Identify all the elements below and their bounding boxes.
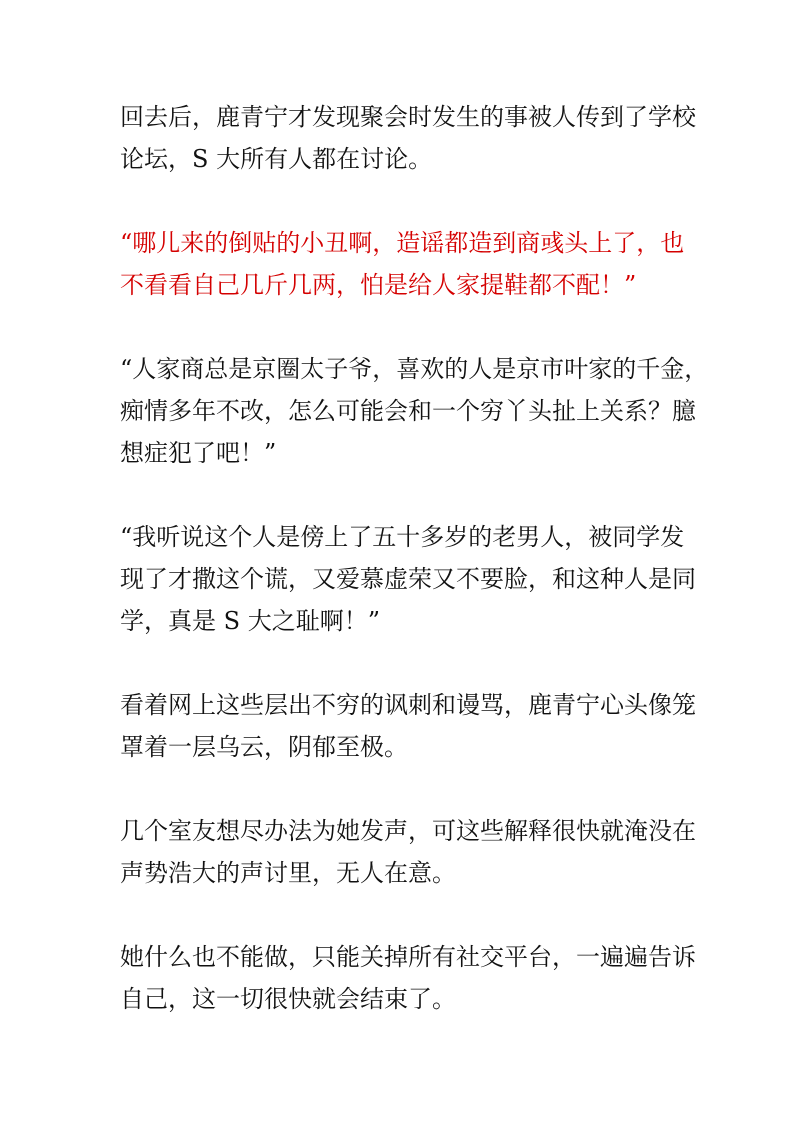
paragraph-3-quote (120, 348, 709, 474)
paragraph-7 (120, 936, 696, 1020)
paragraph-line: 声势浩大的声讨里，无人在意。 (120, 859, 456, 887)
paragraph-line: 几个室友想尽办法为她发声，可这些解释很快就淹没在 (120, 817, 696, 845)
paragraph-line: “我听说这个人是傍上了五十多岁的老男人，被同学发 (120, 523, 685, 551)
paragraph-line: 自己，这一切很快就会结束了。 (120, 985, 456, 1013)
paragraph-line: “人家商总是京圈太子爷，喜欢的人是京市叶家的千金， (120, 355, 709, 383)
paragraph-line: 痴情多年不改，怎么可能会和一个穷丫头扯上关系？臆 (120, 397, 696, 425)
paragraph-line: 不看看自己几斤几两，怕是给人家提鞋都不配！” (120, 271, 637, 299)
paragraph-line: 学，真是 S 大之耻啊！” (120, 607, 380, 635)
paragraph-line: 现了才撒这个谎，又爱慕虚荣又不要脸，和这种人是同 (120, 565, 696, 593)
paragraph-line: 罩着一层乌云，阴郁至极。 (120, 733, 408, 761)
paragraph-1 (120, 96, 696, 180)
paragraph-2-quote-red (120, 222, 690, 306)
paragraph-5 (120, 684, 696, 768)
paragraph-line: 论坛，S 大所有人都在讨论。 (120, 145, 433, 173)
paragraph-line: “哪儿来的倒贴的小丑啊，造谣都造到商彧头上了，也 (120, 229, 685, 257)
paragraph-line: 看着网上这些层出不穷的讽刺和谩骂，鹿青宁心头像笼 (120, 691, 696, 719)
paragraph-line: 想症犯了吧！” (120, 439, 277, 467)
paragraph-6 (120, 810, 696, 894)
paragraph-line: 回去后，鹿青宁才发现聚会时发生的事被人传到了学校 (120, 103, 696, 131)
paragraph-line: 她什么也不能做，只能关掉所有社交平台，一遍遍告诉 (120, 943, 696, 971)
paragraph-4-quote (120, 516, 696, 642)
